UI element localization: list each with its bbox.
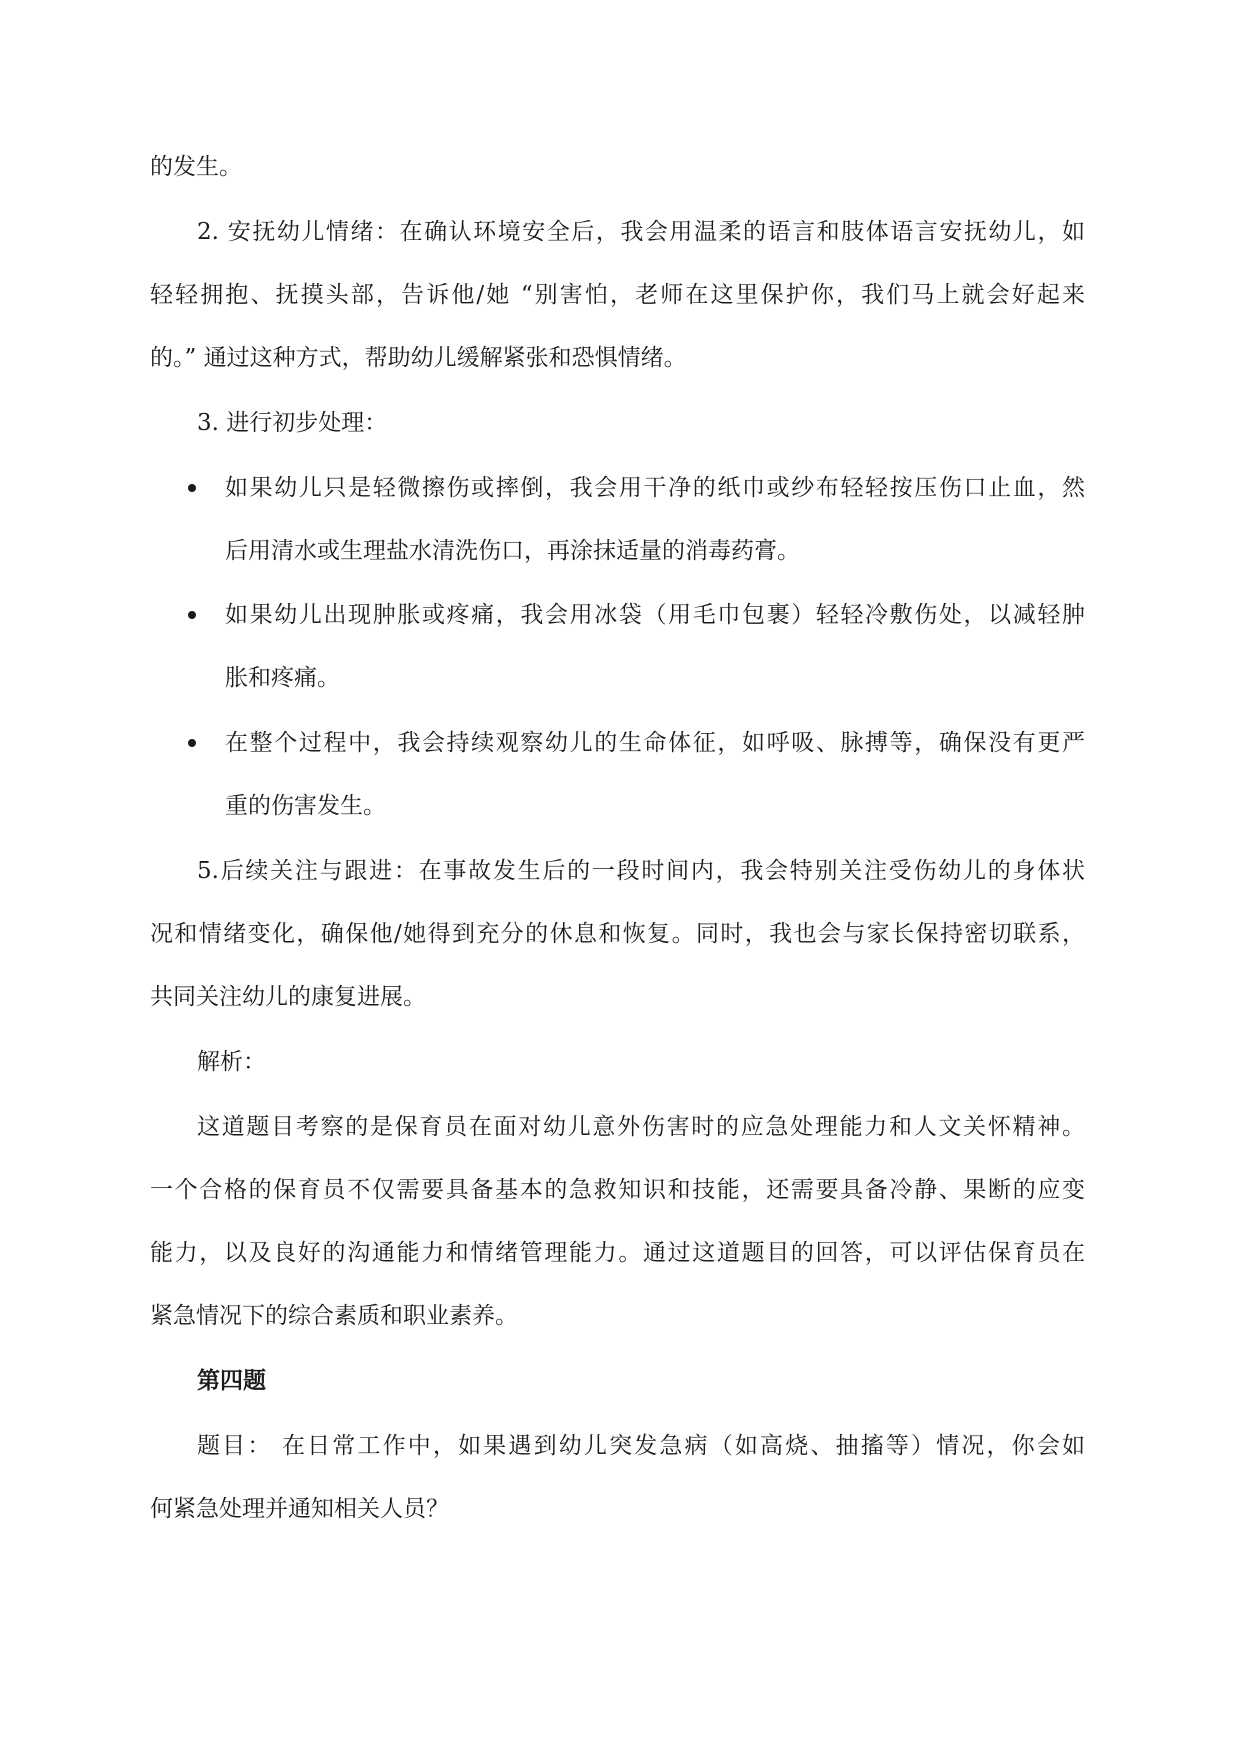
bullet-icon: [188, 484, 196, 492]
bullet-icon: [188, 739, 196, 747]
paragraph-line: 一个合格的保育员不仅需要具备基本的急救知识和技能，还需要具备冷静、果断的应变: [150, 1177, 1085, 1203]
paragraph-line: 的发生。: [150, 154, 242, 180]
paragraph-line: 的。” 通过这种方式，帮助幼儿缓解紧张和恐惧情绪。: [150, 345, 687, 371]
paragraph-line: 能力，以及良好的沟通能力和情绪管理能力。通过这道题目的回答，可以评估保育员在: [150, 1240, 1085, 1266]
paragraph-line: 紧急情况下的综合素质和职业素养。: [150, 1303, 518, 1329]
list-item-line: 重的伤害发生。: [225, 793, 386, 819]
paragraph-line: 3. 进行初步处理：: [197, 410, 388, 436]
bullet-icon: [188, 611, 196, 619]
paragraph-line: 5.后续关注与跟进：在事故发生后的一段时间内，我会特别关注受伤幼儿的身体状: [197, 858, 1085, 884]
section-title: 第四题: [197, 1367, 266, 1394]
list-item-line: 在整个过程中，我会持续观察幼儿的生命体征，如呼吸、脉搏等，确保没有更严: [225, 730, 1085, 756]
question-line: 何紧急处理并通知相关人员？: [150, 1496, 449, 1522]
paragraph-line: 这道题目考察的是保育员在面对幼儿意外伤害时的应急处理能力和人文关怀精神。: [197, 1114, 1085, 1140]
question-line: 题目： 在日常工作中，如果遇到幼儿突发急病（如高烧、抽搐等）情况，你会如: [197, 1433, 1085, 1459]
list-item-line: 后用清水或生理盐水清洗伤口，再涂抹适量的消毒药膏。: [225, 538, 800, 564]
paragraph-line: 共同关注幼儿的康复进展。: [150, 984, 426, 1010]
list-item-line: 胀和疼痛。: [225, 665, 340, 691]
list-item-line: 如果幼儿只是轻微擦伤或摔倒，我会用干净的纸巾或纱布轻轻按压伤口止血，然: [225, 475, 1085, 501]
paragraph-line: 轻轻拥抱、抚摸头部，告诉他/她 “别害怕，老师在这里保护你，我们马上就会好起来: [150, 282, 1085, 308]
paragraph-line: 2. 安抚幼儿情绪：在确认环境安全后，我会用温柔的语言和肢体语言安抚幼儿，如: [197, 219, 1085, 245]
list-item-line: 如果幼儿出现肿胀或疼痛，我会用冰袋（用毛巾包裹）轻轻冷敷伤处，以减轻肿: [225, 602, 1085, 628]
analysis-label: 解析：: [197, 1049, 266, 1075]
paragraph-line: 况和情绪变化，确保他/她得到充分的休息和恢复。同时，我也会与家长保持密切联系，: [150, 921, 1085, 947]
